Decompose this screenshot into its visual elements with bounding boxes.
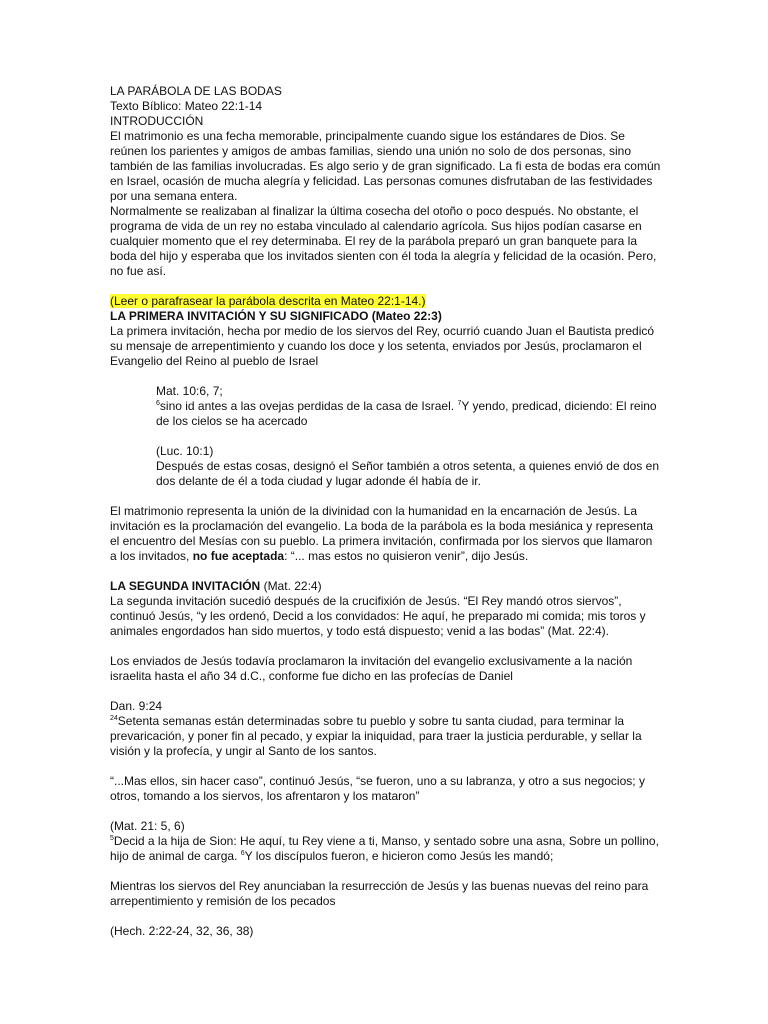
verse-6-text-b: Y los discípulos fueron, e hicieron como Jesús les mandó; xyxy=(244,849,554,863)
quote-1-reference: Mat. 10:6, 7; xyxy=(156,384,223,398)
verse-7-text: Y yendo, predicad, diciendo: El reino de los cielos se ha acercado xyxy=(156,399,657,428)
resurrection-paragraph: Mientras los siervos del Rey anunciaban la resurrección de Jesús y las buenas nuevas del reino para arrepentimiento y remisión de los pecados xyxy=(110,879,649,908)
highlighted-instruction: (Leer o parafrasear la parábola descrita en Mateo 22:1-14.) xyxy=(110,294,426,308)
intro-heading: INTRODUCCIÓN xyxy=(110,114,204,128)
intro-paragraph-1: El matrimonio es una fecha memorable, principalmente cuando sigue los estándares de Dios. Se reúnen los parientes y amigos de ambas familias, siendo una unión no solo de dos personas, sino también de las familias involucradas. Es algo serio y de gran significado. La fi esta de bodas era común en Israel, ocasión de mucha alegría y felicidad. Las personas comunes disfrutaban de las festividades por una semana entera. xyxy=(110,129,661,203)
marriage-text-before: El matrimonio representa la unión de la divinidad con la humanidad en la encarnación de Jesús. La invitación es la proclamación del evangelio. La boda de la parábola es la boda mesiánica y representa el encuentro del Mesías con su pueblo. La primera invitación, confirmada por los siervos que llamaron a los invitados, xyxy=(110,504,654,563)
intro-paragraph-2: Normalmente se realizaban al finalizar la última cosecha del otoño o poco después. No obstante, el programa de vida de un rey no estaba vinculado al calendario agrícola. Sus hijos podían casarse en cualquier momento que el rey determinaba. El rey de la parábola preparó un gran banquete para la boda del hijo y esperaba que los invitados sienten con él toda la alegría y felicidad de la ocasión. Pero, no fue así. xyxy=(110,204,657,278)
refusal-paragraph: “...Mas ellos, sin hacer caso”, continuó Jesús, “se fueron, uno a su labranza, y otro a sus negocios; y otros, tomando a los siervos, los afrentaron y los mataron” xyxy=(110,774,645,803)
document-body xyxy=(110,84,662,939)
verse-number: 24 xyxy=(110,715,118,722)
quote-2-text: Después de estas cosas, designó el Señor también a otros setenta, a quienes envió de dos en dos delante de él a toda ciudad y lugar adonde él había de ir. xyxy=(156,459,659,488)
document-title: LA PARÁBOLA DE LAS BODAS xyxy=(110,84,282,98)
marriage-bold-text: no fue aceptada xyxy=(192,549,285,563)
section-1-heading: LA PRIMERA INVITACIÓN Y SU SIGNIFICADO (Mateo 22:3) xyxy=(110,309,442,323)
matthew-21-text xyxy=(110,834,662,864)
quote-block-matthew-10 xyxy=(156,384,662,489)
verse-5-text: Decid a la hija de Sion: He aquí, tu Rey viene a ti, Manso, y sentado sobre una asna, Sobre un pollino, hijo de animal de carga. xyxy=(110,834,659,863)
envoys-paragraph: Los enviados de Jesús todavía proclamaron la invitación del evangelio exclusivamente a la nación israelita hasta el año 34 d.C., conforme fue dicho en las profecías de Daniel xyxy=(110,654,633,683)
text-reference: Texto Bíblico: Mateo 22:1-14 xyxy=(110,99,263,113)
section-1-paragraph: La primera invitación, hecha por medio de los siervos del Rey, ocurrió cuando Juan el Bautista predicó su mensaje de arrepentimiento y cuando los doce y los setenta, enviados por Jesús, proclamaron el Evangelio del Reino al pueblo de Israel xyxy=(110,324,655,368)
verse-6-text: sino id antes a las ovejas perdidas de la casa de Israel. xyxy=(159,399,455,413)
section-2-heading-line xyxy=(110,579,662,594)
section-2-paragraph: La segunda invitación sucedió después de la crucifixión de Jesús. “El Rey mandó otros siervos”, continuó Jesús, “y les ordenó, Decid a los convidados: He aquí, he preparado mi comida; mis toros y animales engordados han sido muertos, y todo está dispuesto; venid a las bodas” (Mat. 22:4). xyxy=(110,594,646,638)
verse-number: 6 xyxy=(240,850,245,857)
section-2-heading: LA SEGUNDA INVITACIÓN xyxy=(110,579,261,593)
quote-2-reference: (Luc. 10:1) xyxy=(156,444,214,458)
daniel-verse-text: Setenta semanas están determinadas sobre tu pueblo y sobre tu santa ciudad, para terminar la prevaricación, y poner fin al pecado, y expiar la iniquidad, para traer la justicia perdurable, y sellar la visión y la profecía, y ungir al Santo de los santos. xyxy=(110,714,642,758)
verse-number: 6 xyxy=(156,400,160,407)
verse-number: 7 xyxy=(457,400,462,407)
marriage-text-after: : “... mas estos no quisieron venir”, dijo Jesús. xyxy=(284,549,529,563)
verse-number: 5 xyxy=(110,835,114,842)
acts-reference: (Hech. 2:22-24, 32, 36, 38) xyxy=(110,924,254,938)
daniel-reference: Dan. 9:24 xyxy=(110,699,163,713)
marriage-paragraph xyxy=(110,504,662,564)
quote-1-text xyxy=(156,399,662,429)
matthew-21-reference: (Mat. 21: 5, 6) xyxy=(110,819,185,833)
section-2-reference: (Mat. 22:4) xyxy=(260,579,322,593)
daniel-text xyxy=(110,714,662,759)
